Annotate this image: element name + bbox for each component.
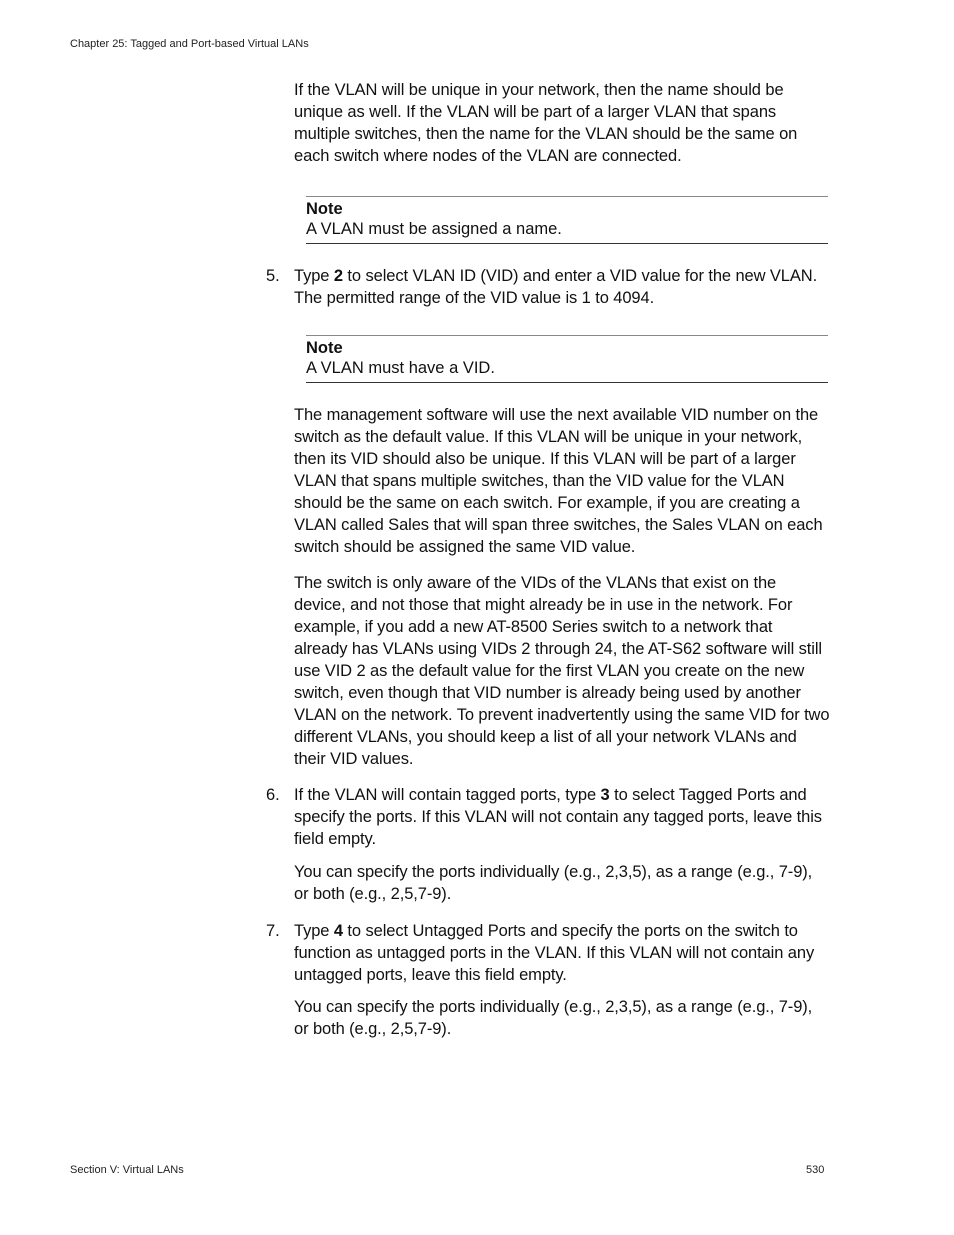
step-text	[294, 784, 830, 850]
step-text-pre: Type	[294, 922, 334, 940]
note-box-name	[306, 196, 828, 244]
paragraph-mgmt-vid: The management software will use the next available VID number on the switch as the default value. If this VLAN will be unique in your network, then its VID should also be unique. If this VLAN will be part of a larger VLAN that spans multiple switches, than the VID value for the VLAN should be the same on each switch. For example, if you are creating a VLAN called Sales that will span three switches, the Sales VLAN on each switch should be assigned the same VID value.	[294, 406, 823, 556]
paragraph-switch-aware: The switch is only aware of the VIDs of the VLANs that exist on the device, and not those that might already be in use in the network. For example, if you add a new AT-8500 Series switch to a network that already has VLANs using VIDs 2 through 24, the AT-S62 software will still use VID 2 as the default value for the first VLAN you create on the new switch, even though that VID number is already being used by another VLAN on the network. To prevent inadvertently using the same VID for two different VLANs, you should keep a list of all your network VLANs and their VID values.	[294, 574, 830, 768]
note-label: Note	[306, 200, 343, 218]
step-text-pre: If the VLAN will contain tagged ports, type	[294, 786, 601, 804]
step-number: 7.	[266, 922, 280, 940]
page-footer-section: Section V: Virtual LANs	[70, 1164, 184, 1176]
note-box-vid	[306, 335, 828, 383]
note-label: Note	[306, 339, 343, 357]
note-text: A VLAN must have a VID.	[306, 359, 495, 377]
step-text	[294, 920, 830, 986]
step-key: 2	[333, 267, 343, 285]
step-text-pre: Type	[294, 267, 334, 285]
paragraph-tagged-ports-format: You can specify the ports individually (e.g., 2,3,5), as a range (e.g., 7-9), or both (e.g., 2,5,7-9).	[294, 863, 813, 903]
page-header-chapter: Chapter 25: Tagged and Port-based Virtual LANs	[70, 38, 309, 50]
step-text	[294, 265, 830, 309]
step-number: 5.	[266, 267, 280, 285]
step-key: 4	[333, 922, 343, 940]
paragraph-untagged-ports-format: You can specify the ports individually (e.g., 2,3,5), as a range (e.g., 7-9), or both (e.g., 2,5,7-9).	[294, 998, 813, 1038]
step-text-post: to select Tagged Ports and specify the ports. If this VLAN will not contain any tagged ports, leave this field empty.	[294, 786, 822, 848]
step-text-post: to select Untagged Ports and specify the ports on the switch to function as untagged ports in the VLAN. If this VLAN will not contain any untagged ports, leave this field empty.	[294, 922, 815, 984]
step-text-post: to select VLAN ID (VID) and enter a VID value for the new VLAN. The permitted range of the VID value is 1 to 4094.	[294, 267, 818, 307]
page-number: 530	[806, 1164, 825, 1176]
note-text: A VLAN must be assigned a name.	[306, 220, 562, 238]
step-key: 3	[600, 786, 610, 804]
step-number: 6.	[266, 786, 280, 804]
paragraph-name-unique: If the VLAN will be unique in your network, then the name should be unique as well. If the VLAN will be part of a larger VLAN that spans multiple switches, then the name for the VLAN should be the same on each switch where nodes of the VLAN are connected.	[294, 81, 798, 165]
